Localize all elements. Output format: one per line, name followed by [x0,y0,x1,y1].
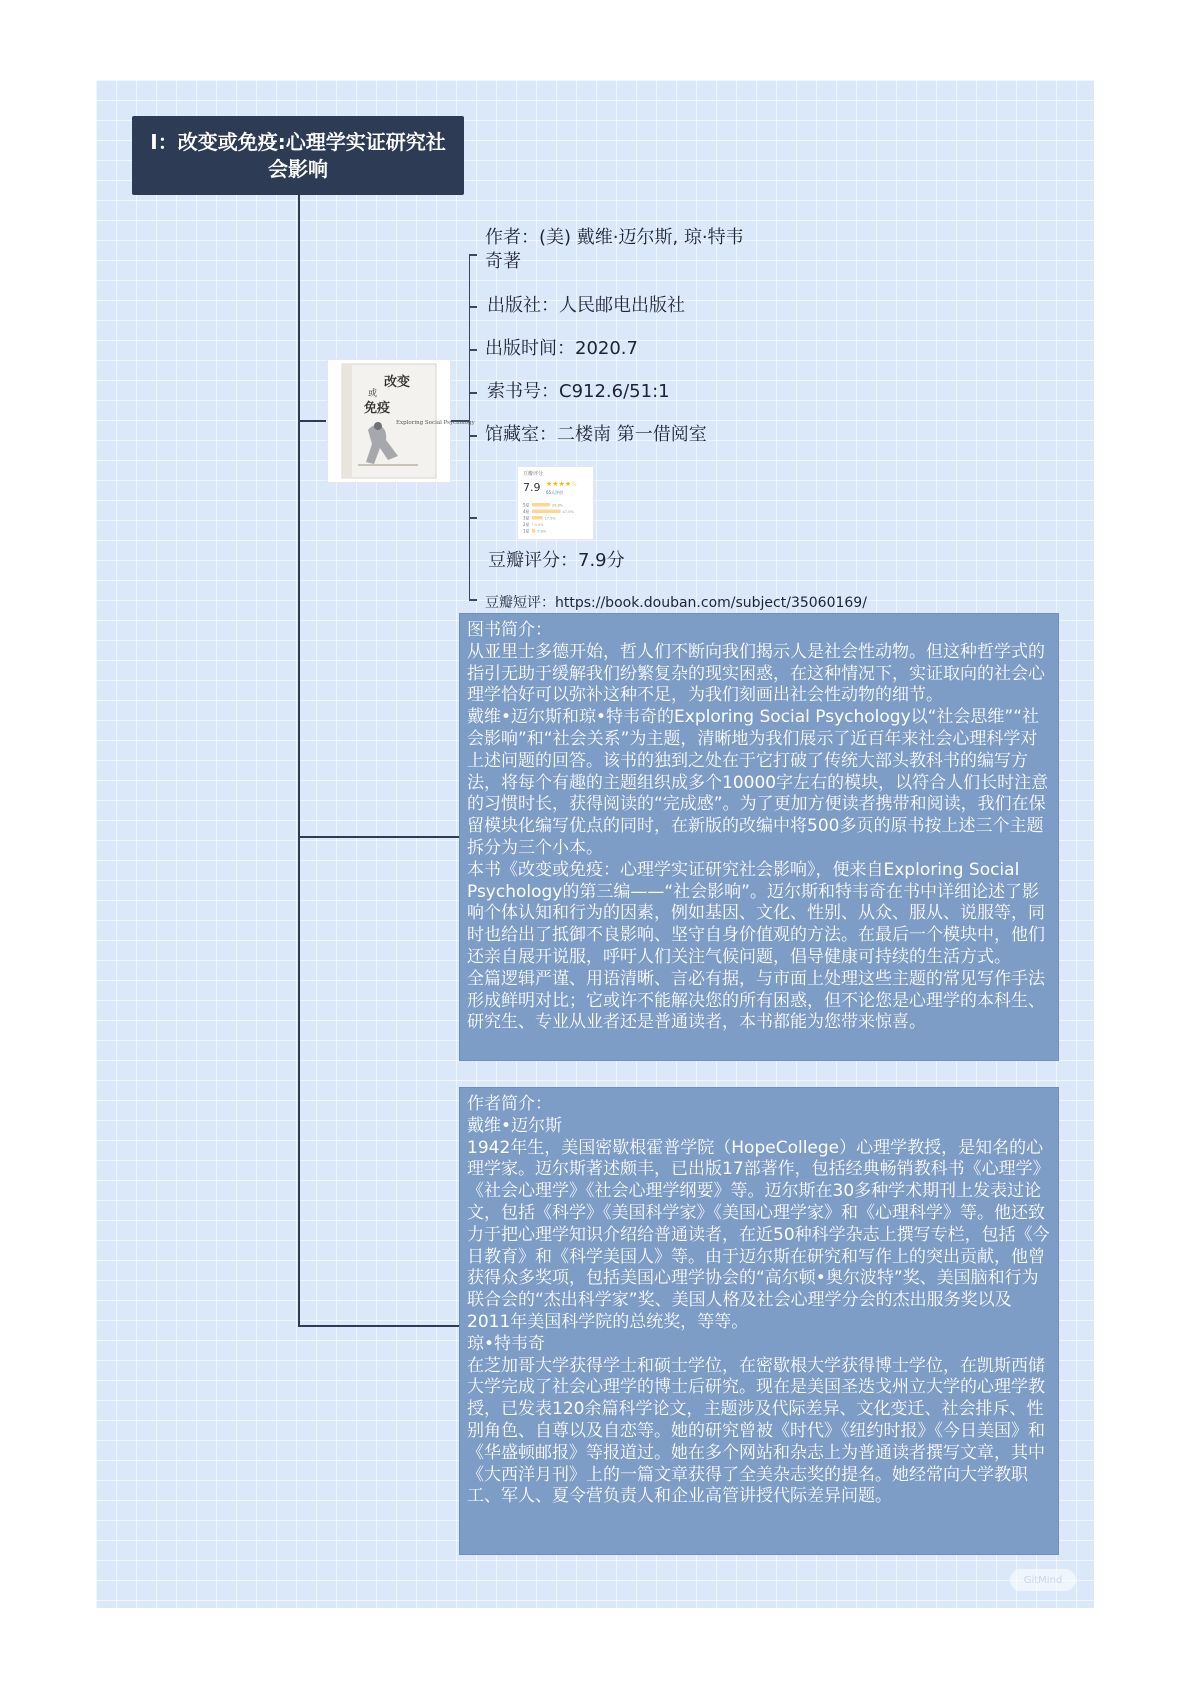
cover-title-2: 或 [368,389,378,399]
rating-score: 7.9 [523,481,541,494]
author-intro-heading: 作者简介： [467,1094,552,1114]
rating-count: 65人评价 [546,490,564,495]
root-node[interactable] [132,116,464,195]
douban-score-node[interactable]: 豆瓣评分：7.9分 [488,550,625,571]
rating-row-label: 2星 [523,522,530,527]
book-intro-paragraph: 本书《改变或免疫：心理学实证研究社会影响》，便来自Exploring Social Psychology的第三编——“社会影响”。迈尔斯和特韦奇在书中详细论述了影响个体认知和行为的因素，例如基因、文化、性别、从众、服从、说服等，同时也给出了抵御不良影响、坚守自身价值观的方法。在最后一个模块中，他们还亲自展开说服，呼吁人们关注气候问题，倡导健康可持续的生活方式。 [467,859,1045,967]
branch-line-author-intro [298,1325,459,1327]
book-intro-paragraph: 戴维•迈尔斯和琼•特韦奇的Exploring Social Psychology以“社会思维”“社会影响”和“社会关系”为主题，清晰地为我们展示了近百年来社会心理科学对上述问题的回答。该书的独到之处在于它打破了传统大部头教科书的编写方法，将每个有趣的主题组织成多个10000字左右的模块，以符合人们长时注意的习惯时长，获得阅读的“完成感”。为了更加方便读者携带和阅读，我们在保留模块化编写优点的同时，在新版的改编中将500多页的原书按上述三个主题拆分为三个小本。 [467,707,1049,858]
rating-row-bar [532,529,535,533]
bracket-tick [469,349,477,351]
rating-row-pct: 0.0% [534,523,544,527]
pub-date-node[interactable]: 出版时间：2020.7 [485,338,638,359]
rating-row-bar [532,523,533,527]
rating-header: 豆瓣评分 [523,471,544,477]
douban-rating-image[interactable] [517,466,594,540]
author-node[interactable]: 作者：(美) 戴维·迈尔斯, 琼·特韦奇著 [485,227,744,272]
rating-row-label: 5星 [523,502,530,508]
book-cover-image[interactable] [327,359,475,483]
bracket-tick [469,306,477,308]
rating-row-pct: 5.6% [537,529,547,534]
book-intro-heading: 图书简介： [467,620,552,640]
bracket-tick [469,392,477,394]
rating-stars: ★★★★☆ [546,480,578,488]
rating-row-pct: 29.8% [551,503,564,508]
douban-review-node[interactable]: 豆瓣短评：https://book.douban.com/subject/35060169/ [485,595,867,611]
author2-name: 琼•特韦奇 [467,1333,546,1354]
author2-bio: 在芝加哥大学获得学士和硕士学位，在密歇根大学获得博士学位，在凯斯西储大学完成了社会心理学的博士后研究。现在是美国圣迭戈州立大学的心理学教授，已发表120余篇科学论文，主题涉及代际差异、文化变迁、社会排斥、性别角色、自尊以及自恋等。她的研究曾被《时代》《纽约时报》《今日美国》和《华盛顿邮报》等报道过。她在多个网站和杂志上为普通读者撰写文章，其中《大西洋月刊》上的一篇文章获得了全美杂志奖的提名。她经常向大学教职工、军人、夏令营负责人和企业高管讲授代际差异问题。 [467,1355,1045,1507]
gitmind-watermark: GitMind [1010,1569,1076,1591]
book-intro-paragraph: 从亚里士多德开始，哲人们不断向我们揭示人是社会性动物。但这种哲学式的指引无助于缓解我们纷繁复杂的现实困惑，在这种情况下，实证取向的社会心理学恰好可以弥补这种不足，为我们刻画出社会性动物的细节。 [467,641,1045,706]
cover-title-3: 免疫 [364,401,391,416]
book-cover-illustration [328,360,475,482]
bracket-tick [469,254,477,256]
bracket-tick [469,435,477,437]
branch-line-book-intro [298,836,459,838]
bracket-tick [469,599,477,601]
author1-name: 戴维•迈尔斯 [467,1115,563,1136]
rating-row-pct: 47.5% [562,510,574,514]
trunk-line [298,195,300,1327]
location-node[interactable]: 馆藏室：二楼南 第一借阅室 [485,424,707,445]
root-title: Ⅰ：改变或免疫:心理学实证研究社会影响 [150,129,446,181]
book-intro-panel[interactable] [459,613,1059,1061]
bracket-tick [469,517,477,519]
rating-row-label: 3星 [523,515,530,521]
publisher-node[interactable]: 出版社：人民邮电出版社 [487,295,685,316]
rating-row-bar [532,516,543,520]
rating-row-bar [532,503,550,507]
branch-line-cover [298,420,326,422]
call-number-node[interactable]: 索书号：C912.6/51:1 [487,381,670,402]
author1-bio: 1942年生，美国密歇根霍普学院（HopeCollege）心理学教授，是知名的心理学家。迈尔斯著述颇丰，已出版17部著作，包括经典畅销教科书《心理学》《社会心理学》《社会心理学纲要》等。迈尔斯在30多种学术期刊上发表过论文，包括《科学》《美国科学家》《美国心理学家》和《心理科学》等。他还致力于把心理学知识介绍给普通读者，在近50种科学杂志上撰写专栏，包括《今日教育》和《科学美国人》等。由于迈尔斯在研究和写作上的突出贡献，他曾获得众多奖项，包括美国心理学协会的“高尔顿•奥尔波特”奖、美国脑和行为联合会的“杰出科学家”奖、美国人格及社会心理学分会的杰出服务奖以及2011年美国科学院的总统奖，等等。 [467,1137,1050,1332]
rating-row-label: 1星 [523,528,530,534]
rating-illustration [518,467,593,539]
cover-title-1: 改变 [384,375,411,390]
book-intro-paragraph: 全篇逻辑严谨、用语清晰、言必有据，与市面上处理这些主题的常见写作手法形成鲜明对比；它或许不能解决您的所有困惑，但不论您是心理学的本科生、研究生、专业从业者还是普通读者，本书都能为您带来惊喜。 [467,968,1045,1033]
rating-row-label: 4星 [523,509,530,514]
author-intro-panel[interactable] [459,1087,1059,1555]
rating-row-bar [532,510,561,514]
cover-title-en: Exploring Social Psychology [396,420,475,426]
rating-row-pct: 17.5% [544,516,556,521]
